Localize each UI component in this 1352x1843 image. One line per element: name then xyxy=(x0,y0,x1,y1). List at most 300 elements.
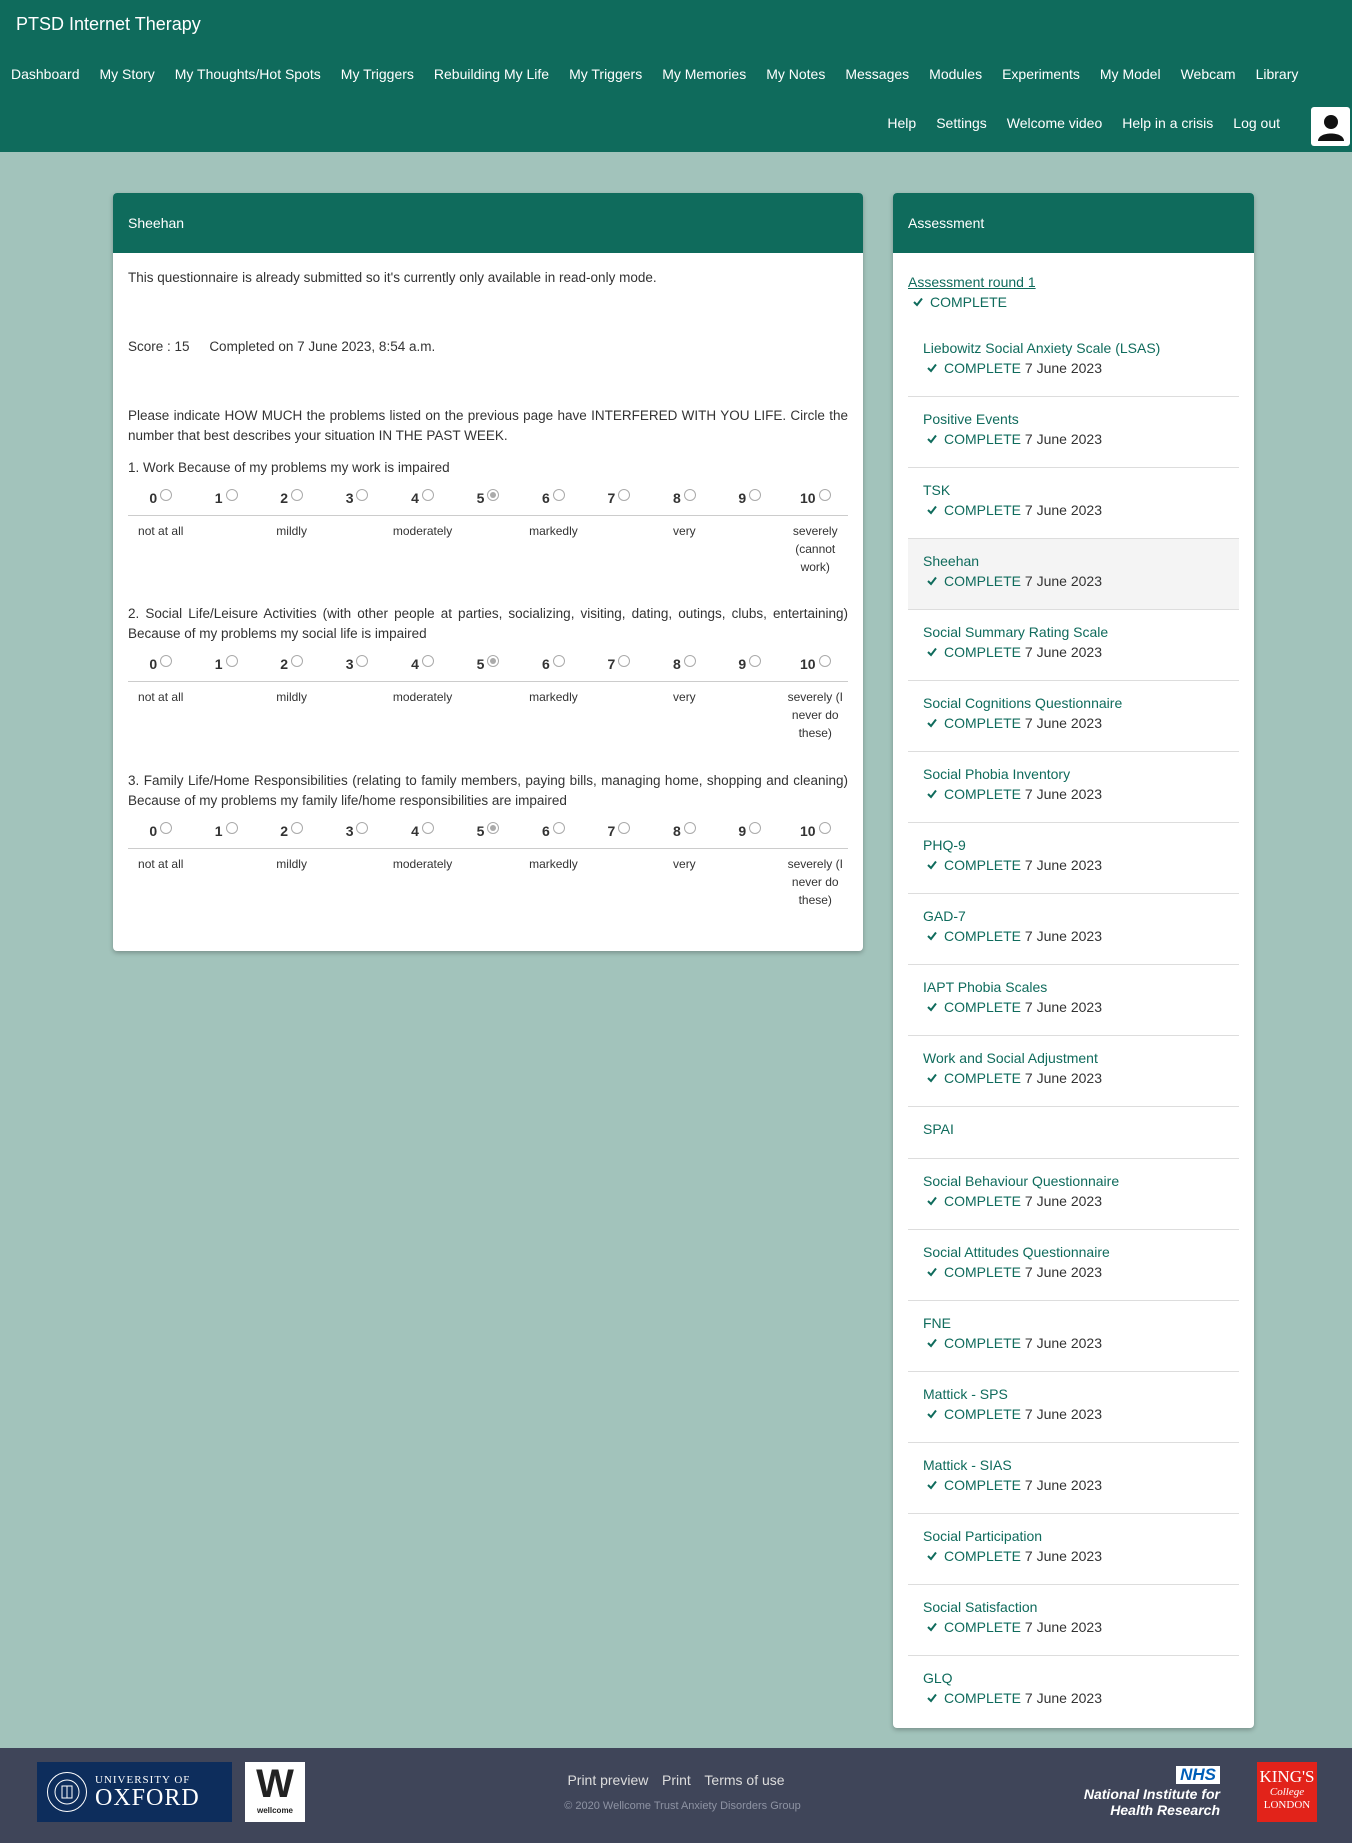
scale-option[interactable] xyxy=(521,490,586,506)
scale-anchor: very xyxy=(673,857,696,871)
assessment-item xyxy=(908,681,1239,752)
status-label: COMPLETE xyxy=(944,644,1022,660)
status-label: COMPLETE xyxy=(944,999,1022,1015)
assessment-item-link[interactable]: Work and Social Adjustment xyxy=(923,1050,1098,1066)
user-icon xyxy=(1316,112,1346,142)
scale-anchor-spacer xyxy=(586,688,651,742)
nav-modules[interactable]: Modules xyxy=(929,66,983,82)
assessment-item-status xyxy=(923,431,1224,447)
scale-anchor-spacer xyxy=(324,855,389,909)
scale-option-label: 3 xyxy=(345,656,354,672)
scale-radio[interactable] xyxy=(291,822,303,834)
kings-college-logo xyxy=(1257,1762,1317,1822)
scale-radio[interactable] xyxy=(356,489,368,501)
scale-radio[interactable] xyxy=(749,822,761,834)
status-label: COMPLETE xyxy=(944,1477,1022,1493)
nav-messages[interactable]: Messages xyxy=(845,66,910,82)
scale-radio[interactable] xyxy=(684,655,696,667)
scale-radio[interactable] xyxy=(226,489,238,501)
status-label: COMPLETE xyxy=(944,1406,1022,1422)
assessment-item xyxy=(908,326,1239,397)
assessment-item-status xyxy=(923,1548,1224,1564)
scale-option-label: 0 xyxy=(149,823,158,839)
scale-anchor: moderately xyxy=(392,524,453,538)
check-icon xyxy=(927,718,937,728)
kcl-line1: KING'S xyxy=(1259,1767,1315,1786)
scale-anchor-spacer xyxy=(586,855,651,909)
nav-library[interactable]: Library xyxy=(1255,66,1299,82)
nav-help-in-crisis[interactable]: Help in a crisis xyxy=(1122,115,1214,131)
assessment-item-link[interactable]: GLQ xyxy=(923,1670,953,1686)
assessment-item-status xyxy=(923,1690,1224,1706)
assessment-item-link[interactable]: Social Satisfaction xyxy=(923,1599,1038,1615)
assessment-item xyxy=(908,965,1239,1036)
scale-anchor: markedly xyxy=(529,524,578,538)
scale-option-label: 4 xyxy=(411,823,419,839)
check-icon xyxy=(927,576,937,586)
scale-option[interactable] xyxy=(783,490,848,506)
scale-radio[interactable] xyxy=(487,655,499,667)
status-date: 7 June 2023 xyxy=(1024,1335,1102,1351)
scale-radio[interactable] xyxy=(226,822,238,834)
status-date: 7 June 2023 xyxy=(1024,786,1102,802)
assessment-panel xyxy=(893,193,1254,1728)
status-date: 7 June 2023 xyxy=(1024,644,1102,660)
scale-option[interactable] xyxy=(652,656,717,672)
print-preview-link[interactable]: Print preview xyxy=(567,1772,649,1788)
scale-option[interactable] xyxy=(193,656,258,672)
scale-option-label: 0 xyxy=(149,490,158,506)
scale-option-label: 3 xyxy=(345,823,354,839)
status-label: COMPLETE xyxy=(944,360,1022,376)
assessment-item-link[interactable]: GAD-7 xyxy=(923,908,966,924)
scale-option-label: 1 xyxy=(214,490,223,506)
assessment-body xyxy=(893,274,1254,1727)
status-label: COMPLETE xyxy=(944,1193,1022,1209)
scale-option-label: 1 xyxy=(214,823,223,839)
status-label: COMPLETE xyxy=(944,1264,1022,1280)
check-icon xyxy=(927,1480,937,1490)
assessment-item-link[interactable]: FNE xyxy=(923,1315,951,1331)
scale-radio[interactable] xyxy=(291,655,303,667)
assessment-item-link[interactable]: Social Phobia Inventory xyxy=(923,766,1071,782)
scale-option[interactable] xyxy=(455,490,520,506)
check-icon xyxy=(913,297,923,307)
check-icon xyxy=(927,1073,937,1083)
check-icon xyxy=(927,1551,937,1561)
scale-option[interactable] xyxy=(259,656,324,672)
scale-anchor-spacer xyxy=(193,855,258,909)
scale-option-label: 2 xyxy=(280,823,289,839)
assessment-item xyxy=(908,1107,1239,1159)
scale-radio[interactable] xyxy=(422,655,434,667)
assessment-round-link[interactable]: Assessment round 1 xyxy=(908,274,1036,290)
scale-option[interactable] xyxy=(586,823,651,839)
secondary-nav xyxy=(867,115,1280,131)
scale-option-label: 5 xyxy=(476,490,485,506)
wellcome-logo-mark: W xyxy=(256,1762,294,1806)
assessment-item-link[interactable]: Mattick - SIAS xyxy=(923,1457,1012,1473)
assessment-item-link[interactable]: Mattick - SPS xyxy=(923,1386,1008,1402)
user-menu-button[interactable] xyxy=(1311,107,1350,146)
scale-option[interactable] xyxy=(390,490,455,506)
oxford-logo-line2: OXFORD xyxy=(95,1785,200,1811)
assessment-item-status xyxy=(923,857,1224,873)
scale-option-label: 0 xyxy=(149,656,158,672)
scale-option-label: 1 xyxy=(214,656,223,672)
status-date: 7 June 2023 xyxy=(1024,928,1102,944)
scale-radio[interactable] xyxy=(819,489,831,501)
assessment-item-link[interactable]: Social Cognitions Questionnaire xyxy=(923,695,1123,711)
assessment-item xyxy=(908,1159,1239,1230)
scale-anchor: severely (cannot work) xyxy=(792,524,838,574)
scale-anchor: severely (I never do these) xyxy=(787,857,843,907)
footer xyxy=(0,1748,1352,1843)
scale-option[interactable] xyxy=(521,656,586,672)
kcl-line2: College xyxy=(1269,1786,1305,1798)
assessment-item xyxy=(908,1372,1239,1443)
nav-welcome-video[interactable]: Welcome video xyxy=(1006,115,1103,131)
scale-option[interactable] xyxy=(521,823,586,839)
status-label: COMPLETE xyxy=(944,786,1022,802)
status-date: 7 June 2023 xyxy=(1024,431,1102,447)
scale-anchor-spacer xyxy=(455,522,520,576)
score-line xyxy=(128,339,451,354)
scale-option-label: 6 xyxy=(542,823,550,839)
scale-radio[interactable] xyxy=(684,822,696,834)
scale-option[interactable] xyxy=(783,656,848,672)
scale-option-label: 7 xyxy=(607,490,616,506)
assessment-item-link[interactable]: Social Behaviour Questionnaire xyxy=(923,1173,1120,1189)
scale-radio[interactable] xyxy=(160,655,172,667)
scale-option-label: 4 xyxy=(411,656,419,672)
assessment-item-status xyxy=(923,999,1224,1015)
scale-anchor: not at all xyxy=(138,857,184,871)
scale-option-label: 7 xyxy=(607,656,616,672)
scale-option[interactable] xyxy=(259,490,324,506)
scale-radio[interactable] xyxy=(618,655,630,667)
scale-option-label: 6 xyxy=(542,656,550,672)
scale-radio[interactable] xyxy=(819,822,831,834)
scale-option-label: 10 xyxy=(799,656,816,672)
scale-option-label: 4 xyxy=(411,490,419,506)
check-icon xyxy=(927,363,937,373)
assessment-item-status xyxy=(923,502,1224,518)
assessment-item-link[interactable]: Social Summary Rating Scale xyxy=(923,624,1109,640)
nav-my-triggers[interactable]: My Triggers xyxy=(340,66,414,82)
scale-option-label: 8 xyxy=(672,490,681,506)
rating-scale xyxy=(128,656,848,682)
scale-option[interactable] xyxy=(259,823,324,839)
nihr-line2: Health Research xyxy=(1110,1802,1220,1818)
scale-radio[interactable] xyxy=(553,489,565,501)
scale-radio[interactable] xyxy=(356,822,368,834)
assessment-item xyxy=(908,1585,1239,1656)
check-icon xyxy=(927,860,937,870)
instructions: Please indicate HOW MUCH the problems listed on the previous page have INTERFERED WITH YOU LIFE. Circle the number that best describes your situation IN THE PAST WEEK. xyxy=(128,408,848,443)
assessment-item-link[interactable]: Social Participation xyxy=(923,1528,1043,1544)
brand-link[interactable]: PTSD Internet Therapy xyxy=(16,14,201,34)
scale-option[interactable] xyxy=(128,656,193,672)
assessment-list xyxy=(908,326,1239,1727)
scale-option-label: 2 xyxy=(280,656,289,672)
terms-link[interactable]: Terms of use xyxy=(704,1772,785,1788)
scale-option-label: 3 xyxy=(345,490,354,506)
scale-option[interactable] xyxy=(455,656,520,672)
status-label: COMPLETE xyxy=(944,573,1022,589)
readonly-notice: This questionnaire is already submitted so it's currently only available in read-only mode. xyxy=(128,270,657,285)
scale-anchor: markedly xyxy=(529,857,578,871)
scale-anchor: mildly xyxy=(276,524,307,538)
nav-my-memories[interactable]: My Memories xyxy=(662,66,747,82)
status-date: 7 June 2023 xyxy=(1024,1477,1102,1493)
assessment-item-status xyxy=(923,1477,1224,1493)
scale-option[interactable] xyxy=(717,490,782,506)
nav-my-story[interactable]: My Story xyxy=(99,66,155,82)
scale-option-label: 10 xyxy=(799,490,816,506)
scale-anchor: not at all xyxy=(138,524,184,538)
check-icon xyxy=(927,1622,937,1632)
status-date: 7 June 2023 xyxy=(1024,1548,1102,1564)
scale-radio[interactable] xyxy=(160,822,172,834)
status-date: 7 June 2023 xyxy=(1024,1690,1102,1706)
scale-option-label: 8 xyxy=(672,656,681,672)
scale-option[interactable] xyxy=(128,490,193,506)
scale-anchor-spacer xyxy=(455,855,520,909)
assessment-item xyxy=(908,610,1239,681)
assessment-item-status xyxy=(923,1406,1224,1422)
scale-radio[interactable] xyxy=(422,489,434,501)
check-icon xyxy=(927,1267,937,1277)
nihr-line1: National Institute for xyxy=(1083,1786,1220,1802)
assessment-item-link[interactable]: Positive Events xyxy=(923,411,1019,427)
check-icon xyxy=(927,1002,937,1012)
assessment-item-status xyxy=(923,786,1224,802)
status-date: 7 June 2023 xyxy=(1024,573,1102,589)
question-text: 1. Work Because of my problems my work is impaired xyxy=(128,460,450,475)
scale-option[interactable] xyxy=(324,490,389,506)
scale-option[interactable] xyxy=(390,656,455,672)
scale-option[interactable] xyxy=(455,823,520,839)
status-date: 7 June 2023 xyxy=(1024,1070,1102,1086)
assessment-item-status xyxy=(923,360,1224,376)
rating-scale xyxy=(128,490,848,516)
scale-radio[interactable] xyxy=(487,489,499,501)
status-date: 7 June 2023 xyxy=(1024,999,1102,1015)
scale-radio[interactable] xyxy=(422,822,434,834)
nav-my-notes[interactable]: My Notes xyxy=(766,66,826,82)
scale-radio[interactable] xyxy=(618,489,630,501)
scale-option-label: 9 xyxy=(738,656,747,672)
assessment-item-link[interactable]: SPAI xyxy=(923,1121,954,1137)
scale-anchor: moderately xyxy=(392,857,453,871)
scale-anchor-spacer xyxy=(193,688,258,742)
scale-radio[interactable] xyxy=(684,489,696,501)
scale-anchor: very xyxy=(673,524,696,538)
check-icon xyxy=(927,1338,937,1348)
scale-radio[interactable] xyxy=(553,655,565,667)
nav-my-model[interactable]: My Model xyxy=(1099,66,1161,82)
wellcome-logo xyxy=(245,1762,305,1822)
nav-help[interactable]: Help xyxy=(887,115,917,131)
assessment-item xyxy=(908,894,1239,965)
scale-anchor-spacer xyxy=(324,688,389,742)
assessment-item xyxy=(908,468,1239,539)
status-date: 7 June 2023 xyxy=(1024,1193,1102,1209)
print-link[interactable]: Print xyxy=(661,1772,691,1788)
assessment-item-link[interactable]: Liebowitz Social Anxiety Scale (LSAS) xyxy=(923,340,1161,356)
scale-radio[interactable] xyxy=(819,655,831,667)
nav-my-thoughts[interactable]: My Thoughts/Hot Spots xyxy=(174,66,321,82)
status-label: COMPLETE xyxy=(944,431,1022,447)
scale-anchors xyxy=(128,522,848,576)
scale-option[interactable] xyxy=(586,490,651,506)
scale-option-label: 5 xyxy=(476,823,485,839)
question-text: 2. Social Life/Leisure Activities (with other people at parties, socializing, visiting, dating, outings, clubs, entertaining) Because of my problems my social life is impaired xyxy=(128,606,848,641)
scale-option-label: 9 xyxy=(738,823,747,839)
scale-option-label: 5 xyxy=(476,656,485,672)
assessment-item-status xyxy=(923,1264,1224,1280)
scale-option[interactable] xyxy=(128,823,193,839)
scale-option[interactable] xyxy=(324,656,389,672)
score-value: Score : 15 xyxy=(128,339,190,354)
check-icon xyxy=(927,434,937,444)
assessment-item-status xyxy=(923,573,1224,589)
scale-option[interactable] xyxy=(717,823,782,839)
scale-option[interactable] xyxy=(390,823,455,839)
scale-option[interactable] xyxy=(193,823,258,839)
questionnaire-title: Sheehan xyxy=(113,193,863,253)
assessment-item-status xyxy=(923,644,1224,660)
scale-option[interactable] xyxy=(324,823,389,839)
status-date: 7 June 2023 xyxy=(1024,1619,1102,1635)
assessment-item xyxy=(908,539,1239,610)
assessment-item xyxy=(908,1230,1239,1301)
top-navbar xyxy=(0,0,1352,152)
assessment-item xyxy=(908,1443,1239,1514)
status-label: COMPLETE xyxy=(944,502,1022,518)
scale-radio[interactable] xyxy=(749,489,761,501)
scale-option-label: 7 xyxy=(607,823,616,839)
status-date: 7 June 2023 xyxy=(1024,857,1102,873)
check-icon xyxy=(927,505,937,515)
scale-anchors xyxy=(128,855,848,909)
assessment-item-status xyxy=(923,928,1224,944)
assessment-item-status xyxy=(923,715,1224,731)
scale-option[interactable] xyxy=(193,490,258,506)
scale-anchor-spacer xyxy=(717,688,782,742)
scale-option[interactable] xyxy=(783,823,848,839)
question-2 xyxy=(128,604,848,742)
status-label: COMPLETE xyxy=(944,1619,1022,1635)
check-icon xyxy=(927,789,937,799)
status-date: 7 June 2023 xyxy=(1024,715,1102,731)
scale-option-label: 6 xyxy=(542,490,550,506)
scale-radio[interactable] xyxy=(487,822,499,834)
scale-radio[interactable] xyxy=(618,822,630,834)
scale-radio[interactable] xyxy=(356,655,368,667)
assessment-item-link[interactable]: PHQ-9 xyxy=(923,837,966,853)
nav-rebuilding-my-life[interactable]: Rebuilding My Life xyxy=(433,66,550,82)
rating-scale xyxy=(128,823,848,849)
scale-radio[interactable] xyxy=(553,822,565,834)
assessment-item-status xyxy=(923,1335,1224,1351)
assessment-title: Assessment xyxy=(893,193,1254,253)
assessment-item xyxy=(908,752,1239,823)
nav-settings[interactable]: Settings xyxy=(936,115,987,131)
scale-radio[interactable] xyxy=(160,489,172,501)
status-date: 7 June 2023 xyxy=(1024,1406,1102,1422)
questionnaire-panel xyxy=(113,193,863,951)
status-label: COMPLETE xyxy=(944,1070,1022,1086)
scale-option[interactable] xyxy=(717,656,782,672)
status-date: 7 June 2023 xyxy=(1024,360,1102,376)
check-icon xyxy=(927,1693,937,1703)
scale-radio[interactable] xyxy=(226,655,238,667)
scale-anchor: moderately xyxy=(392,690,453,704)
assessment-item-link[interactable]: TSK xyxy=(923,482,951,498)
assessment-item xyxy=(908,1036,1239,1107)
scale-option-label: 10 xyxy=(799,823,816,839)
scale-anchor: mildly xyxy=(276,690,307,704)
status-date: 7 June 2023 xyxy=(1024,502,1102,518)
nav-webcam[interactable]: Webcam xyxy=(1180,66,1236,82)
assessment-item-status xyxy=(923,1619,1224,1635)
nav-my-triggers-2[interactable]: My Triggers xyxy=(569,66,643,82)
check-icon xyxy=(927,1409,937,1419)
scale-anchor: very xyxy=(673,690,696,704)
nav-log-out[interactable]: Log out xyxy=(1233,115,1280,131)
question-text: 3. Family Life/Home Responsibilities (relating to family members, paying bills, managing home, shopping and cleaning) Because of my problems my family life/home responsibilities are impaired xyxy=(128,773,848,808)
scale-anchor-spacer xyxy=(717,855,782,909)
assessment-item xyxy=(908,1301,1239,1372)
scale-option[interactable] xyxy=(586,656,651,672)
status-date: 7 June 2023 xyxy=(1024,1264,1102,1280)
assessment-item xyxy=(908,397,1239,468)
kcl-line3: LONDON xyxy=(1263,1799,1311,1811)
nav-dashboard[interactable]: Dashboard xyxy=(11,66,80,82)
question-1 xyxy=(128,458,848,576)
scale-radio[interactable] xyxy=(291,489,303,501)
scale-option[interactable] xyxy=(652,823,717,839)
scale-option[interactable] xyxy=(652,490,717,506)
assessment-item-link[interactable]: Social Attitudes Questionnaire xyxy=(923,1244,1110,1260)
question-3 xyxy=(128,771,848,909)
scale-anchor-spacer xyxy=(324,522,389,576)
scale-radio[interactable] xyxy=(749,655,761,667)
nav-experiments[interactable]: Experiments xyxy=(1002,66,1080,82)
assessment-item xyxy=(908,1514,1239,1585)
status-label: COMPLETE xyxy=(944,715,1022,731)
status-label: COMPLETE xyxy=(944,857,1022,873)
assessment-item-link[interactable]: Sheehan xyxy=(923,553,980,569)
wellcome-logo-text: wellcome xyxy=(256,1806,293,1815)
assessment-item xyxy=(908,823,1239,894)
scale-anchor: severely (I never do these) xyxy=(787,690,843,740)
scale-option-label: 9 xyxy=(738,490,747,506)
scale-anchor: not at all xyxy=(138,690,184,704)
assessment-item-link[interactable]: IAPT Phobia Scales xyxy=(923,979,1048,995)
check-icon xyxy=(927,1196,937,1206)
scale-option-label: 2 xyxy=(280,490,289,506)
scale-anchor-spacer xyxy=(586,522,651,576)
copyright: © 2020 Wellcome Trust Anxiety Disorders Group xyxy=(564,1800,801,1812)
assessment-item-status xyxy=(923,1193,1224,1209)
status-label: COMPLETE xyxy=(944,928,1022,944)
oxford-logo-line1: UNIVERSITY OF xyxy=(95,1774,191,1786)
scale-anchor-spacer xyxy=(193,522,258,576)
oxford-logo xyxy=(37,1762,232,1822)
